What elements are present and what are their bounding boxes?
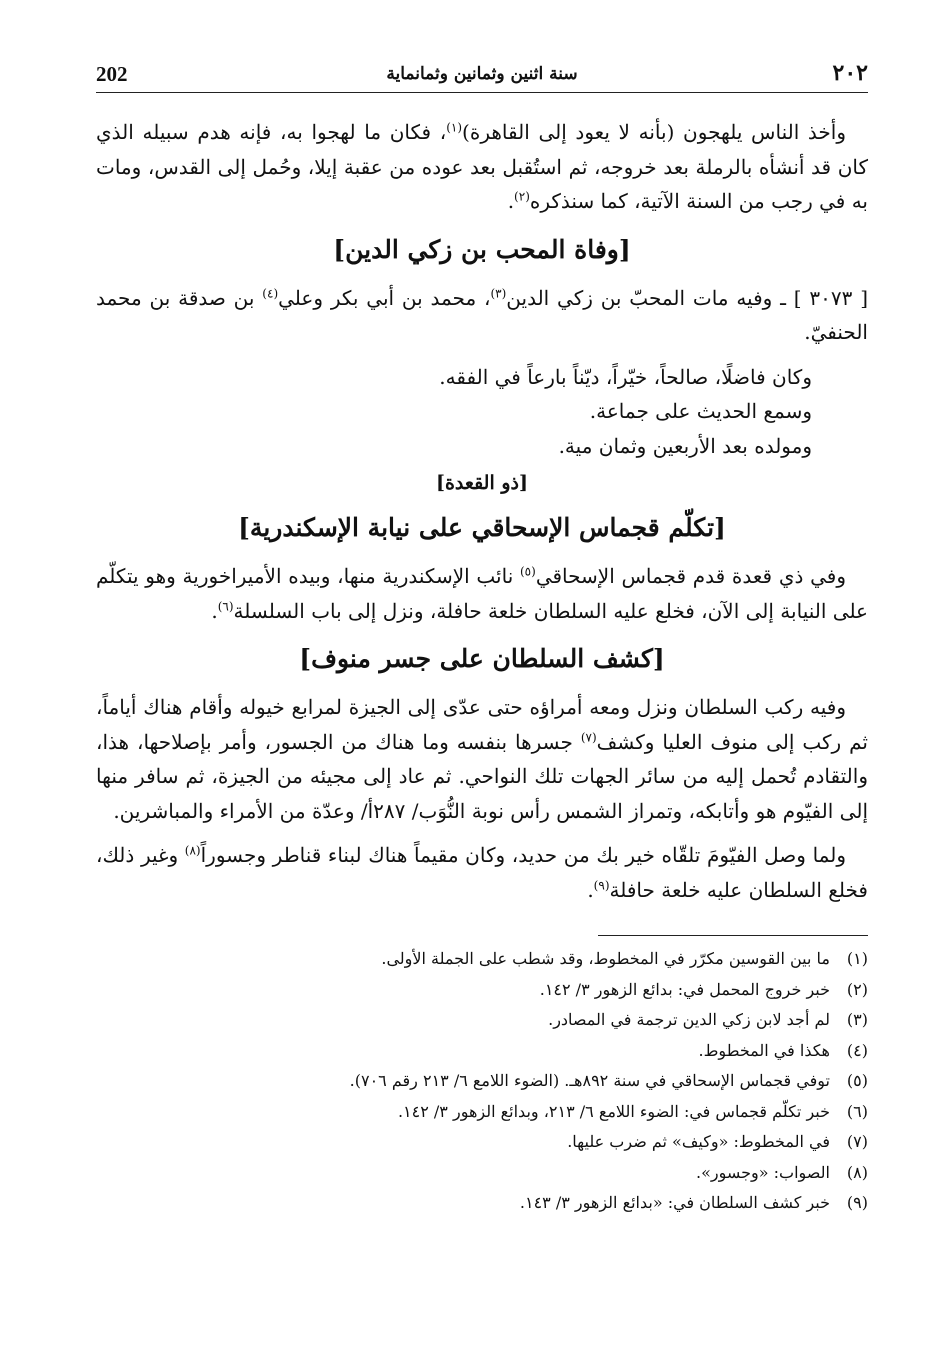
footnote-number: (٧) — [846, 1132, 868, 1151]
running-title: سنة اثنين وثمانين وثمانماية — [386, 64, 578, 84]
text: وفي ذي قعدة قدم قجماس الإسحاقي — [535, 564, 846, 588]
paragraph — [96, 281, 868, 350]
footnote-divider — [598, 935, 868, 936]
footnote-ref: (٦) — [217, 598, 234, 613]
section-heading: [وفاة المحب بن زكي الدين] — [333, 234, 631, 264]
text: [ ٣٠٧٣ ] ـ وفيه مات المحبّ بن زكي الدين — [506, 285, 868, 310]
text: ، فكان ما لهجوا به، فإنه هدم سبيله الذي كان قد أنشأه بالرملة بعد خروجه، ثم استُقبل بعد عوده من عقبة إيلا، وحُمل إلى القدس، ومات به في رجب من السنة الآتية، كما سنذكره — [96, 120, 868, 213]
footnote — [96, 975, 868, 1006]
text: جسرها بنفسه وما هناك من الجسور، وأمر بإصلاحها، هذا، والتقادم تُحمل إليه من سائر الجهات تلك النواحي. ثم عاد إلى مجيئه من الجيزة، ثم سافر منها إلى الفيّوم هو وأتابكه، وتمراز الشمس رأس نوبة النُّوَب/ ٢٨٧أ/ وعدّة من الأمراء والمباشرين. — [96, 729, 868, 823]
indented-lines — [96, 360, 868, 464]
footnote-number: (٨) — [846, 1162, 868, 1182]
footnote-ref: (٧) — [580, 729, 597, 744]
text: وأخذ الناس يلهجون (بأنه لا يعود إلى القاهرة) — [462, 120, 846, 144]
footnote-text: في المخطوط: «وكيف» ثم ضرب عليها. — [567, 1132, 830, 1151]
page-number-arabic: ٢٠٢ — [832, 60, 868, 86]
footnote-number: (١) — [846, 949, 868, 968]
page — [96, 58, 868, 1219]
footnote-number: (٩) — [846, 1193, 868, 1212]
footnote-text: هكذا في المخطوط. — [698, 1040, 830, 1060]
footnote-ref: (٨) — [184, 843, 201, 858]
footnote-text: توفي قجماس الإسحاقي في سنة ٨٩٢هـ. (الضوء اللامع ٦/ ٢١٣ رقم ٧٠٦). — [349, 1071, 830, 1090]
footnote-number: (٤) — [846, 1040, 868, 1060]
month-heading: [ذو القعدة] — [435, 472, 528, 494]
footnote-text: خبر خروج المحمل في: بدائع الزهور ٣/ ١٤٢. — [539, 979, 830, 999]
text: . — [507, 189, 515, 213]
line: وكان فاضلًا، صالحاً، خيّراً، ديّناً بارعاً في الفقه. — [439, 364, 812, 389]
page-header — [96, 58, 868, 93]
footnote-text: خبر كشف السلطان في: «بدائع الزهور ٣/ ١٤٣. — [519, 1193, 830, 1212]
footnote-ref: (١) — [446, 120, 463, 135]
footnote-text: خبر تكلّم قجماس في: الضوء اللامع ٦/ ٢١٣، وبدائع الزهور ٣/ ١٤٢. — [397, 1101, 830, 1121]
footnote-number: (٢) — [846, 979, 868, 999]
section-heading: [كشف السلطان على جسر منوف] — [299, 644, 665, 673]
footnote-ref: (٢) — [514, 189, 530, 204]
footnote — [96, 944, 868, 975]
line: ومولده بعد الأربعين وثمان مية. — [558, 433, 812, 458]
paragraph — [96, 559, 868, 628]
footnote-number: (٥) — [846, 1071, 868, 1090]
text: نائب الإسكندرية منها، وبيده الأميراخورية وهو يتكلّم على النيابة إلى الآن، فخلع عليه السلطان خلعة حافلة، ونزل إلى باب السلسلة — [96, 564, 868, 623]
footnote — [96, 1188, 868, 1219]
footnote — [96, 1005, 868, 1036]
page-number-latin: 202 — [96, 62, 128, 86]
footnote — [96, 1097, 868, 1128]
paragraph — [96, 838, 868, 907]
footnote-ref: (٥) — [519, 564, 536, 579]
footnote-ref: (٩) — [593, 877, 610, 892]
main-text — [96, 115, 868, 907]
footnote — [96, 1036, 868, 1067]
footnote-ref: (٤) — [262, 285, 279, 300]
text: . — [587, 877, 594, 902]
footnotes — [96, 944, 868, 1219]
text: بن صدقة بن محمد الحنفيّ. — [96, 285, 868, 344]
text: ، محمد بن أبي بكر وعلي — [278, 285, 491, 310]
text: وفيه ركب السلطان ونزل ومعه أمراؤه حتى عدّى إلى الجيزة لمرابع خيوله وأقام هناك أياماً، ثم ركب إلى منوف العليا وكشف — [96, 695, 868, 754]
paragraph — [96, 690, 868, 828]
text: . — [211, 598, 218, 623]
footnote-number: (٣) — [846, 1010, 868, 1029]
line: وسمع الحديث على جماعة. — [589, 399, 812, 423]
footnote-text: ما بين القوسين مكرّر في المخطوط، وقد شطب على الجملة الأولى. — [381, 949, 830, 968]
footnote — [96, 1066, 868, 1097]
text: ولما وصل الفيّومَ تلقّاه خير بك من حديد، وكان مقيماً هناك لبناء قناطر وجسوراً — [200, 843, 846, 867]
footnote-ref: (٣) — [490, 285, 507, 300]
footnote — [96, 1158, 868, 1189]
footnote-text: لم أجد لابن زكي الدين ترجمة في المصادر. — [548, 1010, 830, 1029]
paragraph — [96, 115, 868, 219]
text: وغير ذلك، فخلع السلطان عليه خلعة حافلة — [96, 843, 868, 902]
footnote — [96, 1127, 868, 1158]
footnote-number: (٦) — [846, 1101, 868, 1121]
section-heading: [تكلّم قجماس الإسحاقي على نيابة الإسكندرية] — [238, 513, 726, 542]
footnote-text: الصواب: «وجسور». — [696, 1162, 830, 1182]
